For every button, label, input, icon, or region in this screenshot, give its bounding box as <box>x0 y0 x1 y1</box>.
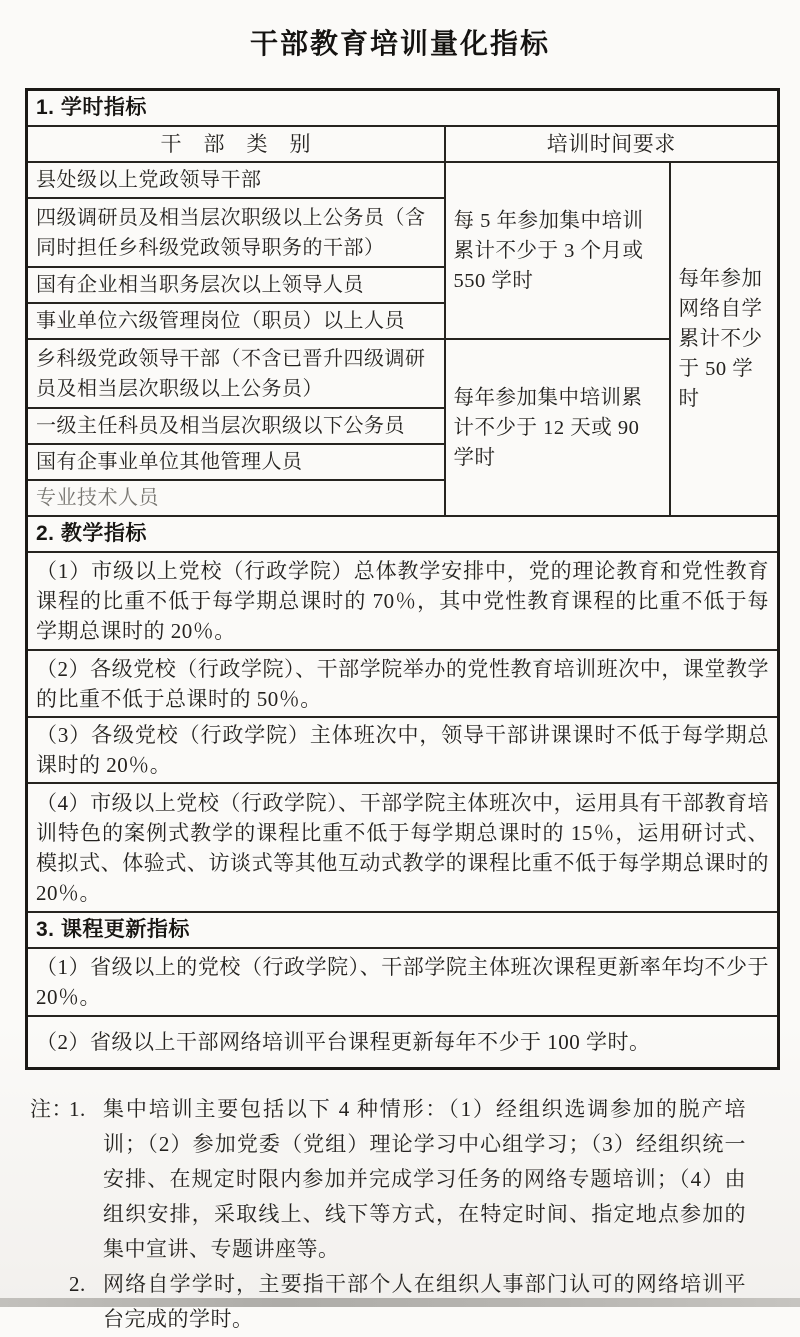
teaching-indicator-item: （2）各级党校（行政学院）、干部学院举办的党性教育培训班次中，课堂教学的比重不低于总课时的 50％。 <box>27 650 779 717</box>
column-header-category: 干 部 类 别 <box>27 126 445 162</box>
teaching-indicator-item: （4）市级以上党校（行政学院）、干部学院主体班次中，运用具有干部教育培训特色的案例式教学的课程比重不低于每学期总课时的 15％，运用研讨式、模拟式、体验式、访谈式等其他互动式教学的课程比重不低于每学期总课时的 20％。 <box>27 783 779 912</box>
section1-header-row <box>27 90 779 127</box>
note-number: 1. <box>69 1096 86 1121</box>
category-cell: 乡科级党政领导干部（不含已晋升四级调研员及相当层次职级以上公务员） <box>27 339 445 408</box>
course-update-item: （2）省级以上干部网络培训平台课程更新每年不少于 100 学时。 <box>27 1016 779 1068</box>
table-row <box>27 339 779 408</box>
category-cell: 事业单位六级管理岗位（职员）以上人员 <box>27 303 445 339</box>
table-row <box>27 717 779 783</box>
table-row <box>27 948 779 1016</box>
requirement-online-self-study: 每年参加网络自学累计不少于 50 学时 <box>670 162 779 516</box>
page-title: 干部教育培训量化指标 <box>249 28 550 59</box>
column-header-row <box>27 126 779 162</box>
section3-title: 3. 课程更新指标 <box>27 912 779 948</box>
document-body <box>25 88 777 1070</box>
column-header-requirement: 培训时间要求 <box>445 126 779 162</box>
category-cell: 县处级以上党政领导干部 <box>27 162 445 198</box>
section2-header-row <box>27 516 779 552</box>
note-text: 集中培训主要包括以下 4 种情形：（1）经组织选调参加的脱产培训；（2）参加党委（党组）理论学习中心组学习；（3）经组织统一安排、在规定时限内参加并完成学习任务的网络专题培训；（4）由组织安排，采取线上、线下等方式，在特定时间、指定地点参加的集中宣讲、专题讲座等。 <box>103 1096 746 1261</box>
section2-title: 2. 教学指标 <box>27 516 779 552</box>
category-cell: 专业技术人员 <box>27 480 445 516</box>
indicator-table <box>25 88 780 1070</box>
category-cell: 国有企业相当职务层次以上领导人员 <box>27 267 445 303</box>
course-update-item: （1）省级以上的党校（行政学院）、干部学院主体班次课程更新率年均不少于 20％。 <box>27 948 779 1016</box>
table-row <box>27 552 779 650</box>
notes-label: 注： <box>30 1096 73 1121</box>
category-cell: 四级调研员及相当层次职级以上公务员（含同时担任乡科级党政领导职务的干部） <box>27 198 445 267</box>
table-row <box>27 783 779 912</box>
table-row <box>27 162 779 198</box>
note-number: 2. <box>69 1271 86 1296</box>
category-cell: 一级主任科员及相当层次职级以下公务员 <box>27 408 445 444</box>
section3-header-row <box>27 912 779 948</box>
teaching-indicator-item: （3）各级党校（行政学院）主体班次中，领导干部讲课课时不低于每学期总课时的 20％。 <box>27 717 779 783</box>
note-item <box>30 1092 746 1267</box>
requirement-centralized-junior: 每年参加集中培训累计不少于 12 天或 90 学时 <box>445 339 670 516</box>
category-cell: 国有企事业单位其他管理人员 <box>27 444 445 480</box>
teaching-indicator-item: （1）市级以上党校（行政学院）总体教学安排中，党的理论教育和党性教育课程的比重不低于每学期总课时的 70％，其中党性教育课程的比重不低于每学期总课时的 20％。 <box>27 552 779 650</box>
section1-title: 1. 学时指标 <box>27 90 779 127</box>
scan-edge-artifact <box>0 1298 800 1307</box>
requirement-centralized-senior: 每 5 年参加集中培训累计不少于 3 个月或 550 学时 <box>445 162 670 339</box>
table-row <box>27 1016 779 1068</box>
note-text: 网络自学学时，主要指干部个人在组织人事部门认可的网络培训平台完成的学时。 <box>103 1271 746 1331</box>
table-row <box>27 650 779 717</box>
